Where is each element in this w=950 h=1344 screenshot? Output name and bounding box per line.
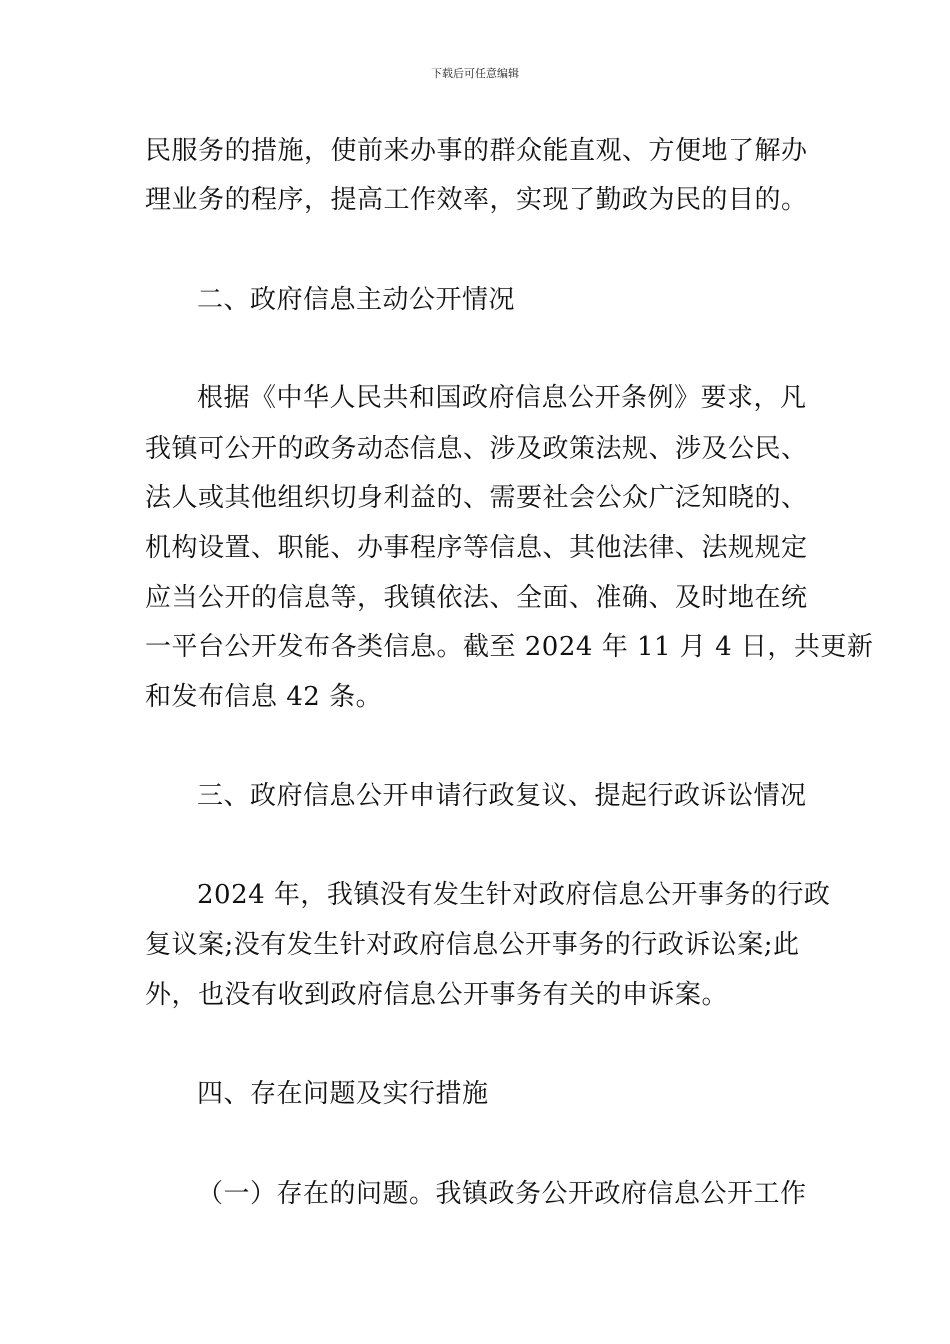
paragraph-line: 我镇可公开的政务动态信息、涉及政策法规、涉及公民、 [145,434,808,464]
paragraph-line: 一平台公开发布各类信息。截至 2024 年 11 月 4 日，共更新 [145,632,874,662]
paragraph-line: （一）存在的问题。我镇政务公开政府信息公开工作 [197,1179,807,1209]
page-header-note: 下载后可任意编辑 [431,67,519,80]
section-heading: 二、政府信息主动公开情况 [197,285,516,315]
paragraph-line: 复议案;没有发生针对政府信息公开事务的行政诉讼案;此 [145,930,800,960]
paragraph-line: 机构设置、职能、办事程序等信息、其他法律、法规规定 [145,533,808,563]
section-heading: 四、存在问题及实行措施 [197,1079,489,1109]
paragraph-line: 理业务的程序，提高工作效率，实现了勤政为民的目的。 [145,185,808,215]
paragraph-line: 外，也没有收到政府信息公开事务有关的申诉案。 [145,980,729,1010]
paragraph-line: 应当公开的信息等，我镇依法、全面、准确、及时地在统 [145,583,808,613]
paragraph-line: 根据《中华人民共和国政府信息公开条例》要求，凡 [197,383,807,413]
paragraph-line: 民服务的措施，使前来办事的群众能直观、方便地了解办 [145,136,808,166]
paragraph-line: 2024 年，我镇没有发生针对政府信息公开事务的行政 [197,880,831,910]
section-heading: 三、政府信息公开申请行政复议、提起行政诉讼情况 [197,781,807,811]
paragraph-line: 法人或其他组织切身利益的、需要社会公众广泛知晓的、 [145,483,808,513]
paragraph-line: 和发布信息 42 条。 [145,682,383,712]
